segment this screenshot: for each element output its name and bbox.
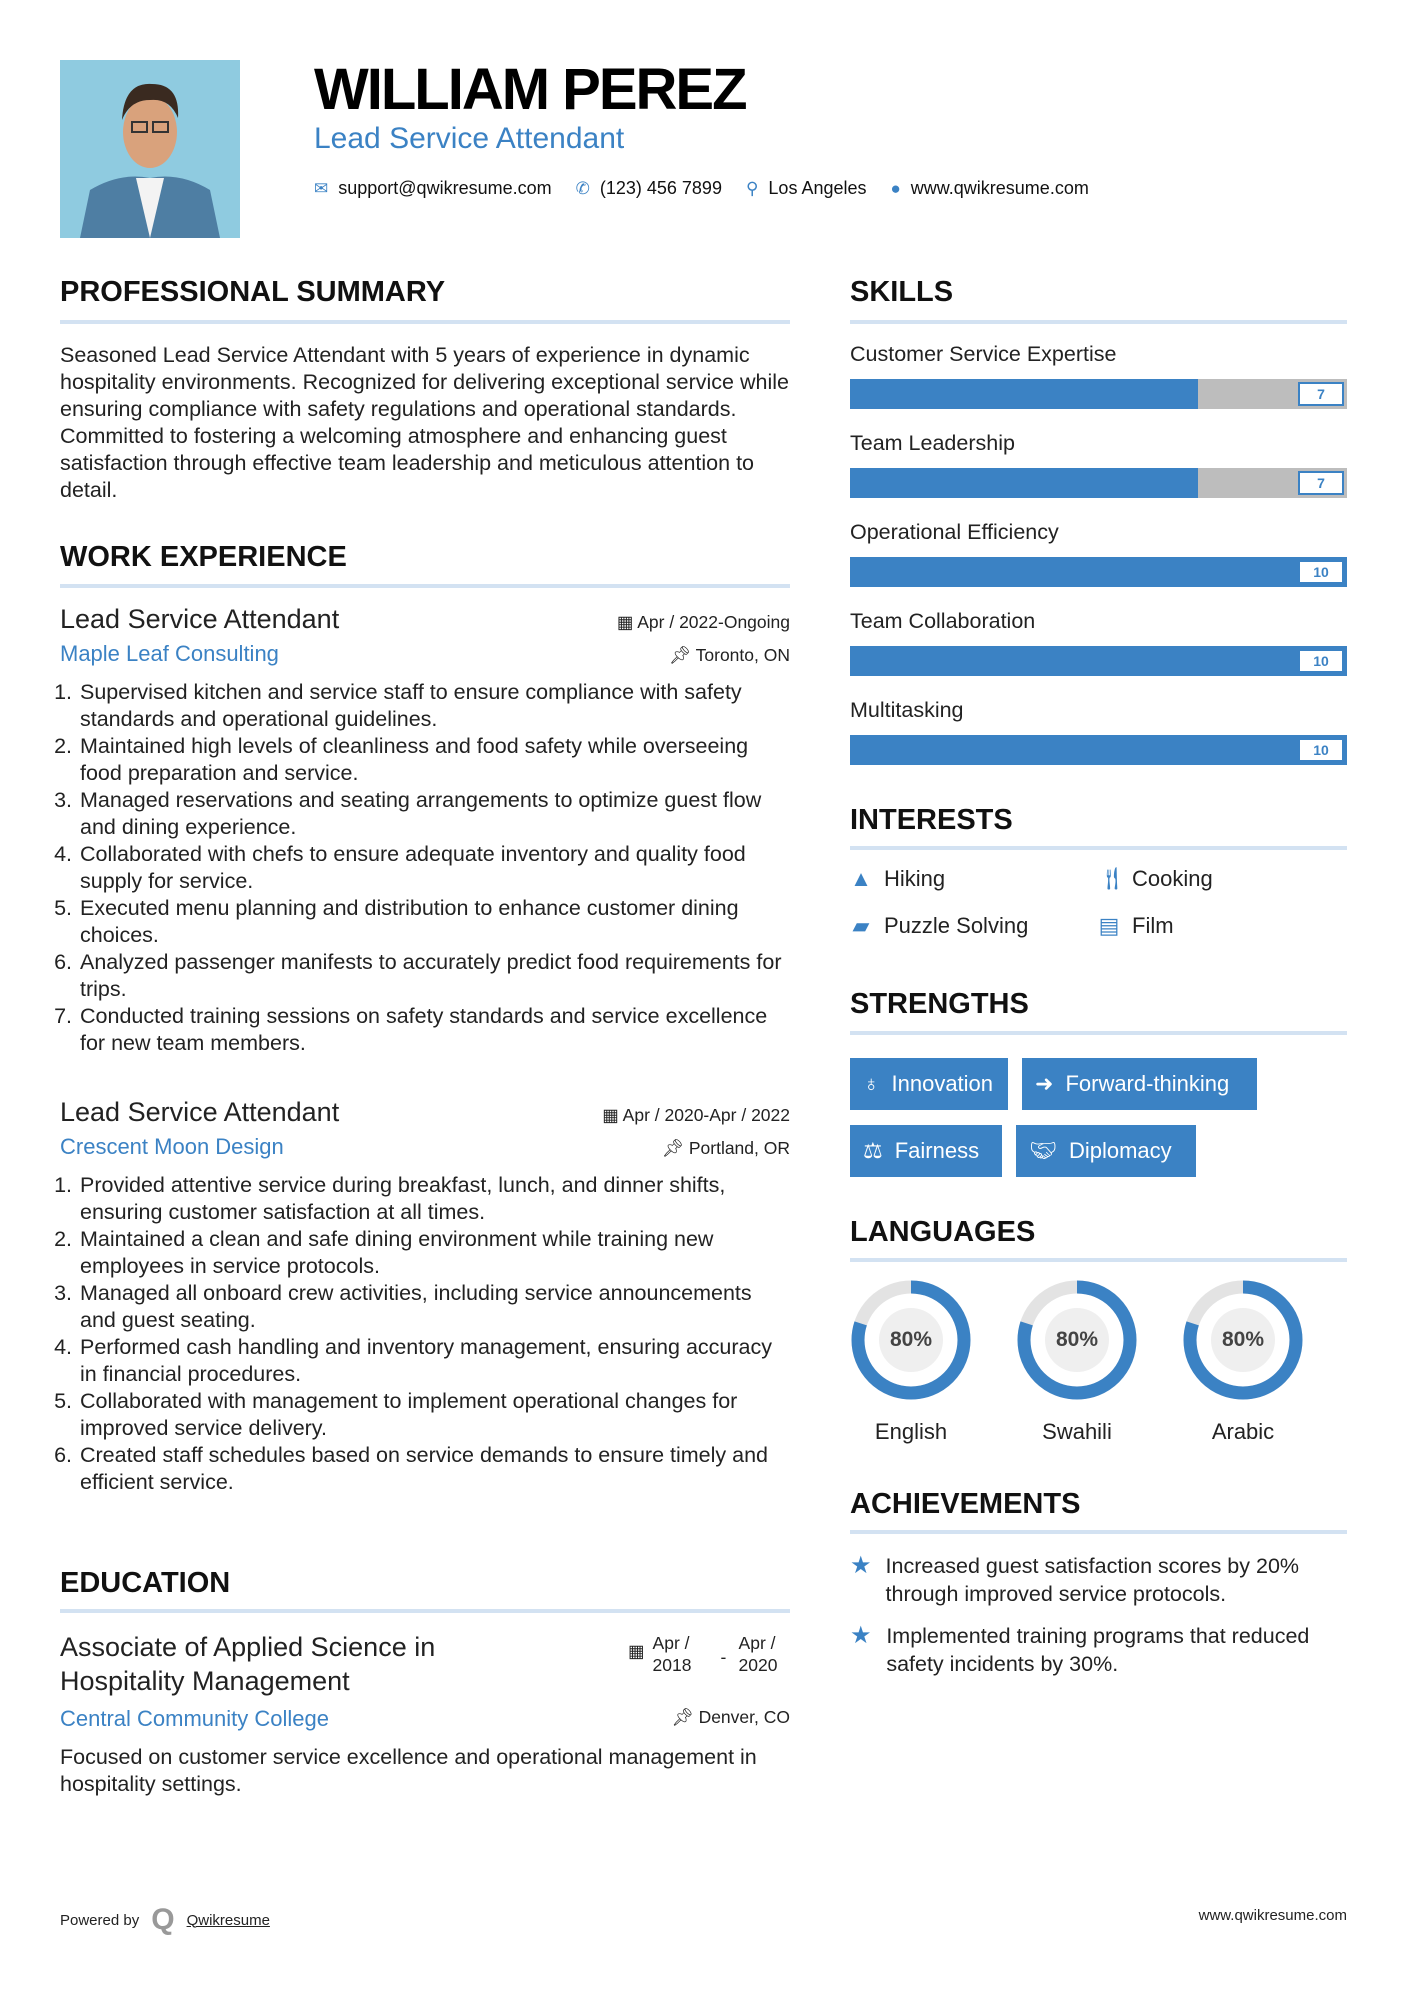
achievement-item: ★ Increased guest satisfaction scores by 20% through improved service protocols. [850, 1552, 1300, 1606]
list-item: 6. Created staff schedules based on service demands to ensure timely and efficient service. [78, 1442, 790, 1496]
education-dates: ▦ Apr / 2018 - Apr / 2020 [628, 1633, 778, 1675]
language-item [1182, 1279, 1304, 1445]
list-item: 3. Managed all onboard crew activities, including service announcements and guest seating. [78, 1280, 790, 1334]
strengths-heading: STRENGTHS [850, 988, 1029, 1020]
language-item [1016, 1279, 1138, 1445]
interests-heading: INTERESTS [850, 804, 1013, 836]
job-entry [60, 604, 790, 1057]
divider [60, 584, 790, 588]
star-icon: ★ [850, 1622, 872, 1649]
skill-bar-fill [850, 557, 1347, 587]
skill-level: 10 [1298, 649, 1344, 673]
skills-list [850, 342, 1347, 787]
list-item: 4. Collaborated with chefs to ensure adequate inventory and quality food supply for service. [78, 841, 790, 895]
language-ring [850, 1279, 972, 1401]
skill-bar [850, 468, 1347, 498]
education-description: Focused on customer service excellence and operational management in hospitality settings. [60, 1745, 757, 1796]
tree-icon: ▲ [850, 866, 872, 891]
school-location: 📌︎ Denver, CO [671, 1707, 790, 1727]
achievement-item: ★ Implemented training programs that reduced safety incidents by 30%. [850, 1622, 1310, 1676]
skill-bar-fill [850, 379, 1198, 409]
skill-name: Operational Efficiency [850, 520, 1059, 544]
list-item: 5. Executed menu planning and distribution to enhance customer dining choices. [78, 895, 790, 949]
map-pin-icon: ⚲ [745, 178, 759, 198]
language-name: English [874, 1419, 948, 1444]
skill-item [850, 609, 1347, 676]
list-item: 1. Provided attentive service during breakfast, lunch, and dinner shifts, ensuring customer satisfaction at all times. [78, 1172, 790, 1226]
book-icon: ▰ [852, 913, 870, 938]
star-icon: ★ [850, 1552, 872, 1579]
list-item: 2. Maintained a clean and safe dining environment while training new employees in service protocols. [78, 1226, 790, 1280]
skill-item [850, 431, 1347, 498]
achievements-heading: ACHIEVEMENTS [850, 1488, 1081, 1520]
summary-text: Seasoned Lead Service Attendant with 5 years of experience in dynamic hospitality environments. Recognized for delivering exceptional service while ensuring compliance with safety regulations and operational standards. Committed to fostering a welcoming atmosphere and enhancing guest satisfaction through effective team leadership and meticulous attention to detail. [60, 343, 789, 502]
pushpin-icon: 📌︎ [661, 1138, 689, 1158]
language-percent: 80% [1055, 1328, 1099, 1351]
skill-item [850, 698, 1347, 765]
list-item: 4. Performed cash handling and inventory management, ensuring accuracy in financial procedures. [78, 1334, 790, 1388]
envelope-icon: ✉ [314, 178, 329, 198]
phone-icon: ✆ [575, 178, 590, 198]
website-link[interactable]: www.qwikresume.com [910, 178, 1089, 198]
utensils-icon: 🍴︎ [1098, 866, 1126, 891]
skill-bar [850, 557, 1347, 587]
profile-photo [60, 60, 240, 238]
list-item: 2. Maintained high levels of cleanliness and food safety while overseeing food preparation and service. [78, 733, 790, 787]
footer-left [60, 1903, 270, 1937]
strength-tag: ➜ Forward-thinking [1022, 1058, 1257, 1110]
phone-text: (123) 456 7899 [599, 178, 722, 198]
job-entry [60, 1097, 790, 1496]
strength-tag: ⚖ Fairness [850, 1125, 1002, 1177]
summary-heading: PROFESSIONAL SUMMARY [60, 276, 446, 308]
skill-level: 7 [1298, 471, 1344, 495]
strength-tag: 🤝︎ Diplomacy [1016, 1125, 1196, 1177]
list-item: 5. Collaborated with management to implement operational changes for improved service delivery. [78, 1388, 790, 1442]
calendar-icon: ▦ [602, 1105, 623, 1125]
company-name: Maple Leaf Consulting [60, 641, 279, 666]
divider [850, 1530, 1347, 1534]
interest-puzzle: ▰ Puzzle Solving [850, 913, 1028, 939]
job-bullets [60, 679, 790, 1057]
skill-name: Team Collaboration [850, 609, 1036, 633]
lightbulb-icon: ♁ [863, 1071, 880, 1096]
list-item: 6. Analyzed passenger manifests to accurately predict food requirements for trips. [78, 949, 790, 1003]
arrow-right-icon: ➜ [1035, 1071, 1054, 1096]
powered-by-text: Powered by [60, 1911, 140, 1929]
job-dates: ▦ Apr / 2020-Apr / 2022 [602, 1105, 790, 1125]
education-heading: EDUCATION [60, 1567, 231, 1599]
language-ring [1016, 1279, 1138, 1401]
company-name: Crescent Moon Design [60, 1134, 284, 1159]
pushpin-icon: 📌︎ [668, 645, 696, 665]
job-location: 📌︎ Portland, OR [661, 1138, 790, 1158]
qwikresume-logo: Q [151, 1903, 175, 1936]
skill-item [850, 342, 1347, 409]
language-name: Swahili [1042, 1419, 1112, 1444]
skill-name: Team Leadership [850, 431, 1015, 455]
candidate-title: Lead Service Attendant [314, 122, 625, 155]
skill-bar-fill [850, 468, 1198, 498]
contact-bar [314, 178, 1089, 199]
list-item: 7. Conducted training sessions on safety standards and service excellence for new team members. [78, 1003, 790, 1057]
skill-level: 10 [1298, 738, 1344, 762]
calendar-icon: ▦ [616, 612, 638, 632]
skill-name: Customer Service Expertise [850, 342, 1117, 366]
strength-tag: ♁ Innovation [850, 1058, 1008, 1110]
languages-list [850, 1279, 1304, 1445]
divider [850, 1031, 1347, 1035]
globe-icon: ● [890, 178, 901, 198]
language-name: Arabic [1211, 1419, 1275, 1444]
list-item: 1. Supervised kitchen and service staff to ensure compliance with safety standards and operational guidelines. [78, 679, 790, 733]
pushpin-icon: 📌︎ [671, 1707, 699, 1727]
job-dates: ▦ Apr / 2022-Ongoing [616, 612, 790, 632]
interest-cooking: 🍴︎ Cooking [1098, 866, 1213, 891]
languages-heading: LANGUAGES [850, 1216, 1036, 1248]
skill-level: 10 [1298, 560, 1344, 584]
film-icon: ▤ [1098, 913, 1120, 938]
divider [850, 846, 1347, 850]
skill-name: Multitasking [850, 698, 964, 722]
interest-hiking: ▲ Hiking [850, 866, 946, 891]
qwikresume-link[interactable]: Qwikresume [186, 1911, 270, 1929]
job-title: Lead Service Attendant [60, 604, 340, 634]
footer-website[interactable]: www.qwikresume.com [1198, 1907, 1347, 1924]
email-link[interactable]: support@qwikresume.com [338, 178, 552, 198]
skill-level: 7 [1298, 382, 1344, 406]
divider [60, 1609, 790, 1613]
language-ring [1182, 1279, 1304, 1401]
divider [60, 320, 790, 324]
skill-bar [850, 379, 1347, 409]
skill-bar-fill [850, 735, 1347, 765]
skill-bar [850, 735, 1347, 765]
divider [850, 320, 1347, 324]
degree-title: Associate of Applied Science in Hospitality Management [60, 1632, 436, 1696]
scale-icon: ⚖ [863, 1138, 883, 1163]
skills-heading: SKILLS [850, 276, 954, 308]
language-percent: 80% [889, 1328, 933, 1351]
handshake-icon: 🤝︎ [1029, 1138, 1057, 1163]
list-item: 3. Managed reservations and seating arrangements to optimize guest flow and dining experience. [78, 787, 790, 841]
candidate-name: WILLIAM PEREZ [314, 57, 746, 122]
language-percent: 80% [1221, 1328, 1265, 1351]
job-location: 📌︎ Toronto, ON [668, 645, 790, 665]
school-name: Central Community College [60, 1706, 329, 1731]
job-bullets [60, 1172, 790, 1496]
job-title: Lead Service Attendant [60, 1097, 340, 1127]
skill-item [850, 520, 1347, 587]
location-text: Los Angeles [768, 178, 867, 198]
interest-film: ▤ Film [1098, 913, 1174, 938]
skill-bar-fill [850, 646, 1347, 676]
skill-bar [850, 646, 1347, 676]
language-item [850, 1279, 972, 1445]
divider [850, 1258, 1347, 1262]
experience-heading: WORK EXPERIENCE [60, 541, 347, 573]
calendar-icon: ▦ [628, 1641, 645, 1661]
